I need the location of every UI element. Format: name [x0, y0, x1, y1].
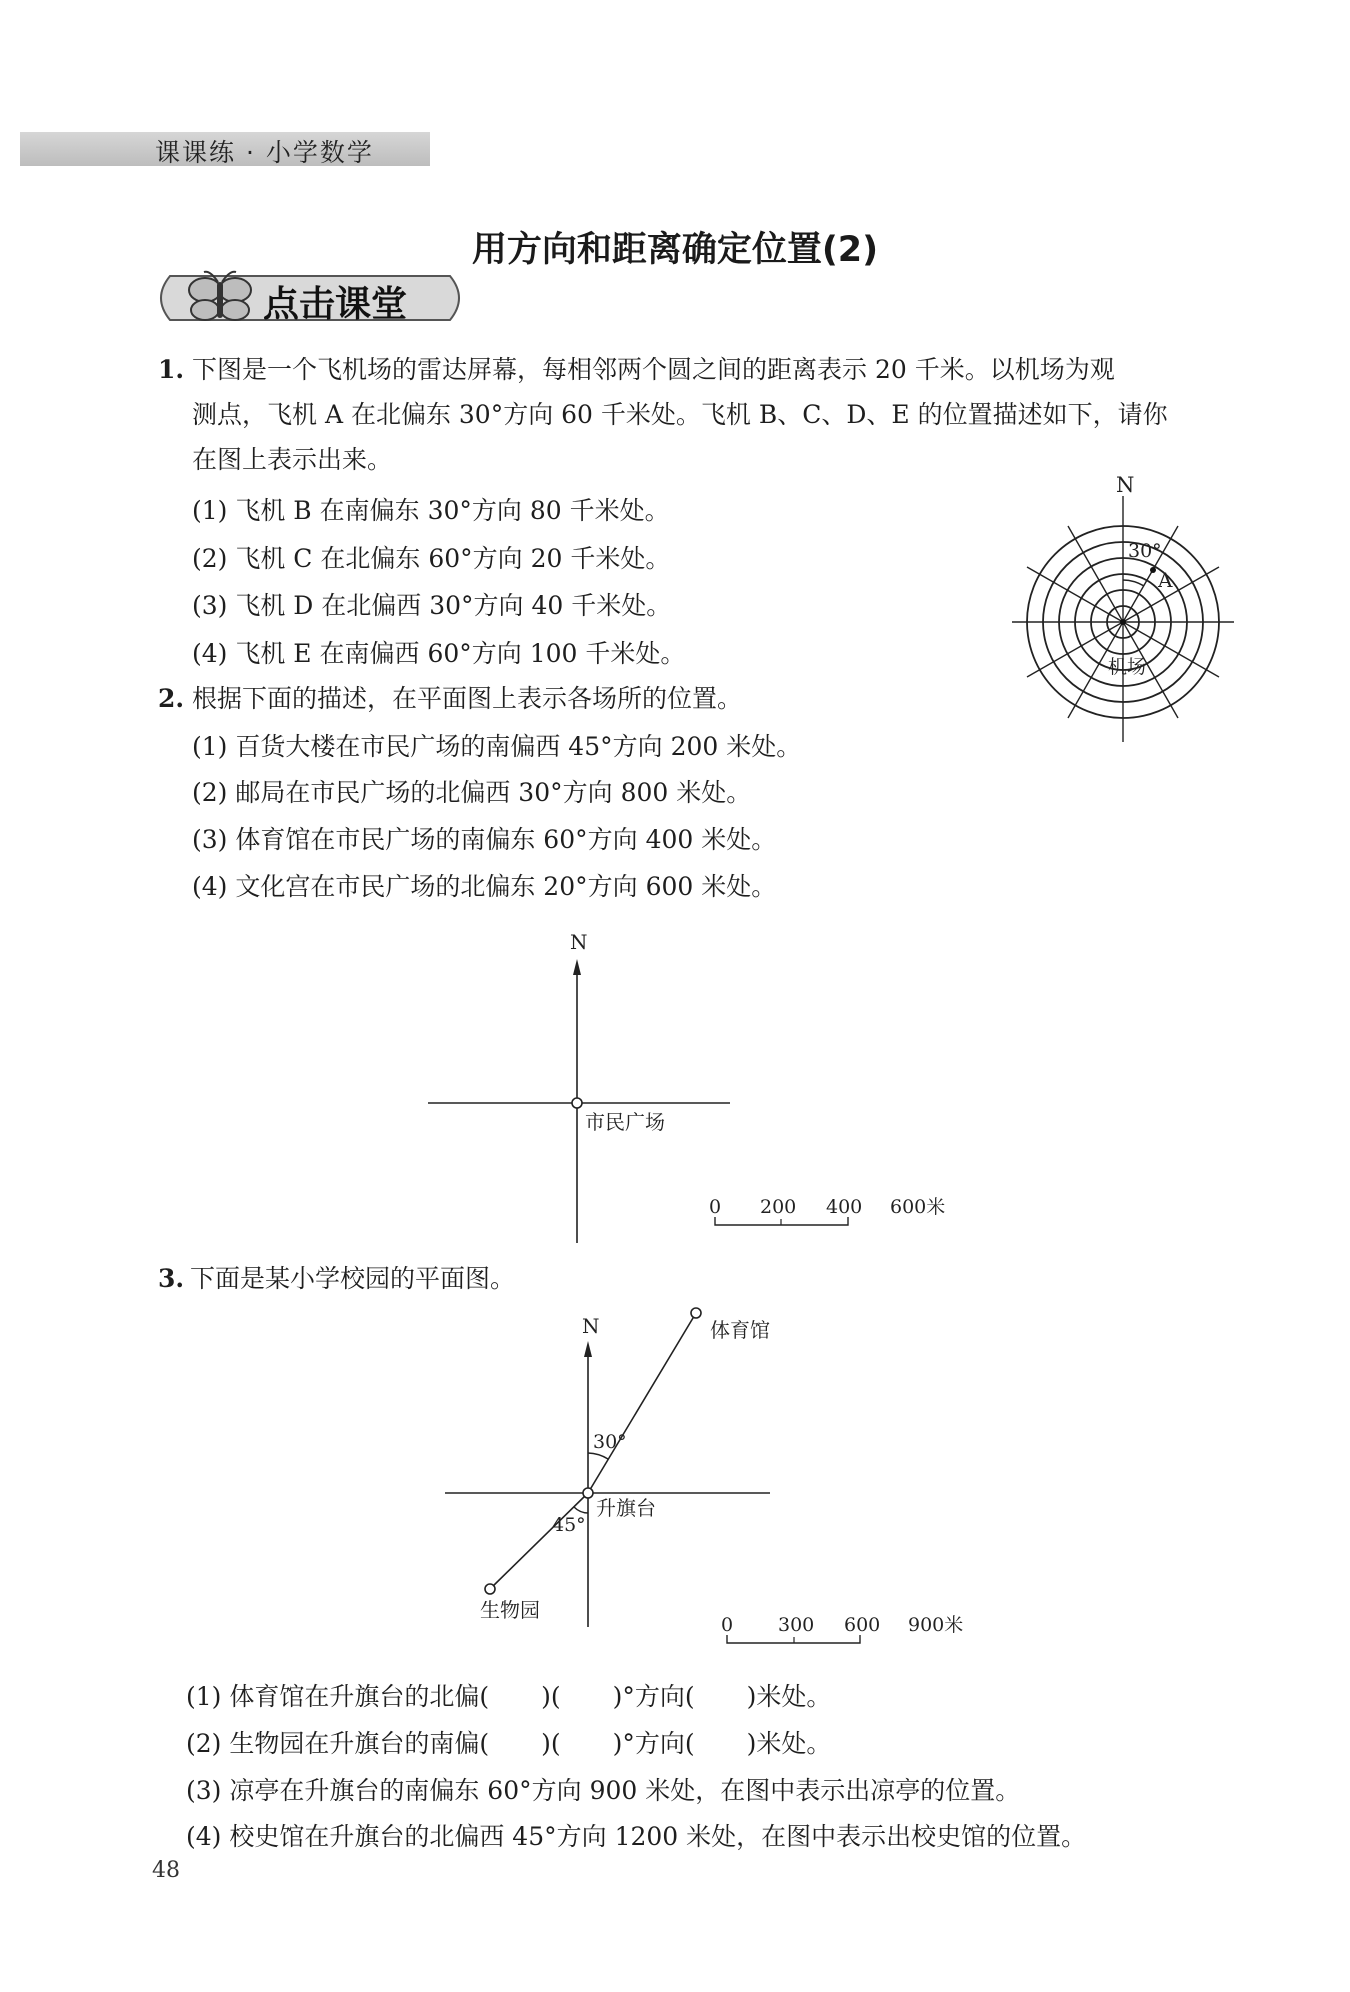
q2-scale-200: 200	[760, 1196, 797, 1218]
q3-angle-arc-ne	[588, 1453, 608, 1459]
q3-scale-600: 600	[844, 1614, 881, 1636]
series-title: 课课练 · 小学数学	[155, 138, 374, 167]
q3-garden-point	[485, 1584, 495, 1594]
q3-scale-bar	[721, 1614, 963, 1643]
q2-number: 2.	[158, 684, 185, 713]
q3-gym-label: 体育馆	[710, 1318, 770, 1342]
q2-scale-0: 0	[709, 1196, 722, 1218]
q3-center-point	[583, 1488, 593, 1498]
q3-center-label: 升旗台	[596, 1496, 656, 1520]
q2-item-4: (4) 文化宫在市民广场的北偏东 20°方向 600 米处。	[192, 872, 777, 901]
q1-item-3: (3) 飞机 D 在北偏西 30°方向 40 千米处。	[192, 591, 672, 620]
q2-map	[420, 925, 980, 1245]
airport-label: 机场	[1108, 656, 1147, 678]
q1-text-line3: 在图上表示出来。	[192, 445, 393, 474]
q2-item-3: (3) 体育馆在市民广场的南偏东 60°方向 400 米处。	[192, 825, 777, 854]
q3-gym-point	[691, 1308, 701, 1318]
plane-a-point	[1150, 567, 1156, 573]
radar-north-label: N	[1116, 473, 1135, 497]
q2-item-1: (1) 百货大楼在市民广场的南偏西 45°方向 200 米处。	[192, 732, 802, 761]
q2-scale-600: 600米	[890, 1196, 946, 1218]
q1-text-line2: 测点，飞机 A 在北偏东 30°方向 60 千米处。飞机 B、C、D、E 的位置描述如下，请你	[192, 400, 1168, 429]
q2-north-label: N	[570, 930, 588, 954]
radar-diagram	[1000, 472, 1250, 742]
q3-north-label: N	[582, 1314, 600, 1338]
q2-north-arrow	[573, 959, 581, 975]
radar-angle-arc	[1123, 580, 1144, 586]
plane-a-label: A	[1158, 568, 1173, 592]
q3-scale-300: 300	[778, 1614, 815, 1636]
q3-scale-0: 0	[721, 1614, 734, 1636]
q3-north-arrow	[584, 1341, 592, 1357]
q3-angle-ne-label: 30°	[593, 1431, 627, 1453]
q3-angle-sw-label: 45°	[552, 1514, 586, 1536]
q3-garden-label: 生物园	[480, 1598, 540, 1622]
q1-item-2: (2) 飞机 C 在北偏东 60°方向 20 千米处。	[192, 544, 671, 573]
page-number: 48	[152, 1858, 180, 1883]
page-title: 用方向和距离确定位置(2)	[471, 230, 879, 270]
airport-center-point	[1120, 619, 1126, 625]
q3-angle-arc-sw	[574, 1507, 588, 1513]
radar-angle-label: 30°	[1128, 540, 1162, 562]
q2-text: 根据下面的描述，在平面图上表示各场所的位置。	[192, 684, 743, 713]
q3-number: 3.	[158, 1264, 185, 1293]
q2-item-2: (2) 邮局在市民广场的北偏西 30°方向 800 米处。	[192, 778, 752, 807]
q3-item-4: (4) 校史馆在升旗台的北偏西 45°方向 1200 米处，在图中表示出校史馆的位置。	[186, 1822, 1087, 1851]
q3-item-2: (2) 生物园在升旗台的南偏( )( )°方向( )米处。	[186, 1729, 832, 1758]
q2-center-point	[572, 1098, 582, 1108]
q3-item-1: (1) 体育馆在升旗台的北偏( )( )°方向( )米处。	[186, 1682, 832, 1711]
q3-text: 下面是某小学校园的平面图。	[190, 1264, 516, 1293]
q3-line-to-gym	[588, 1313, 696, 1493]
q1-item-4: (4) 飞机 E 在南偏西 60°方向 100 千米处。	[192, 639, 686, 668]
q3-scale-900: 900米	[908, 1614, 964, 1636]
q2-scale-bar	[709, 1196, 945, 1225]
q3-line-to-garden	[490, 1493, 588, 1589]
q2-center-label: 市民广场	[585, 1110, 665, 1134]
q1-item-1: (1) 飞机 B 在南偏东 30°方向 80 千米处。	[192, 496, 670, 525]
q3-map	[430, 1305, 990, 1645]
q1-number: 1.	[158, 355, 185, 384]
q2-scale-400: 400	[826, 1196, 863, 1218]
section-banner-title: 点击课堂	[263, 284, 408, 325]
q1-text-line1: 下图是一个飞机场的雷达屏幕，每相邻两个圆之间的距离表示 20 千米。以机场为观	[192, 355, 1115, 384]
q3-item-3: (3) 凉亭在升旗台的南偏东 60°方向 900 米处，在图中表示出凉亭的位置。	[186, 1776, 1021, 1805]
